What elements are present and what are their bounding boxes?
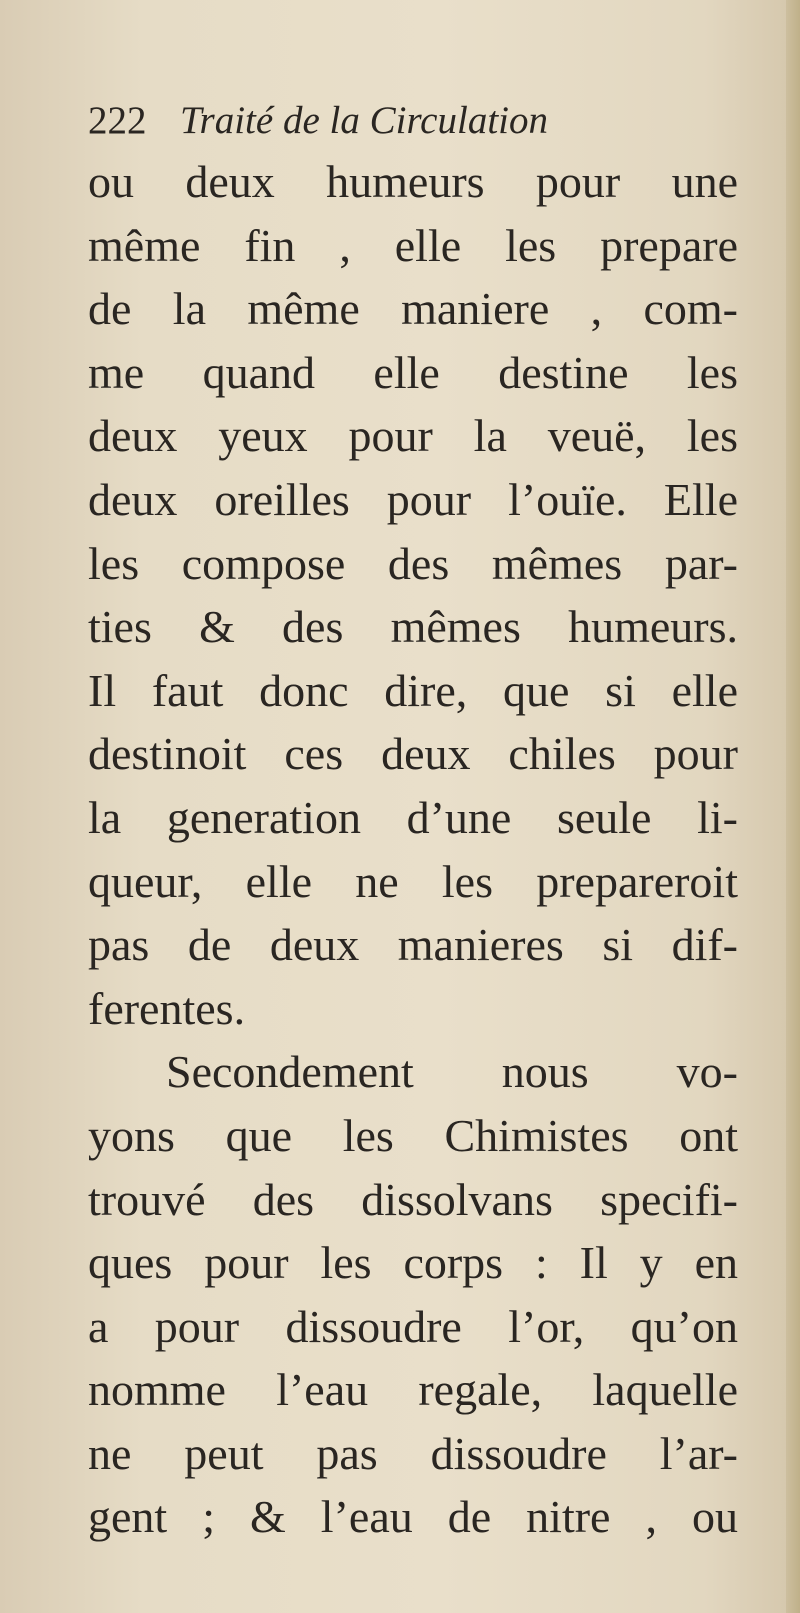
text-line: me quand elle destine les — [88, 346, 738, 398]
page-text — [88, 92, 738, 1549]
text-line: nomme l’eau regale, laquelle — [88, 1364, 738, 1416]
text-line: ne peut pas dissoudre l’ar- — [88, 1427, 738, 1479]
page-number: 222 — [88, 99, 147, 142]
text-line: yons que les Chimistes ont — [88, 1109, 738, 1161]
paragraph-start-line: Secondement nous vo- — [166, 1046, 738, 1098]
text-line: la generation d’une seule li- — [88, 791, 738, 843]
text-line: même fin , elle les prepare — [88, 219, 738, 271]
text-line: ques pour les corps : Il y en — [88, 1237, 738, 1289]
text-line: les compose des mêmes par- — [88, 537, 738, 589]
text-line: queur, elle ne les prepareroit — [88, 855, 738, 907]
running-title: Traité de la Circulation — [180, 99, 548, 142]
text-line: ties & des mêmes humeurs. — [88, 601, 738, 653]
text-line: Il faut donc dire, que si elle — [88, 664, 738, 716]
page-header — [88, 92, 738, 150]
text-line: gent ; & l’eau de nitre , ou — [88, 1491, 738, 1543]
page-edge — [786, 0, 800, 1613]
paragraph-end-line: ferentes. — [88, 982, 246, 1034]
text-line: de la même maniere , com- — [88, 283, 738, 335]
text-line: ou deux humeurs pour une — [88, 156, 738, 207]
text-line: pas de deux manieres si dif- — [88, 919, 738, 971]
text-line: trouvé des dissolvans specifi- — [88, 1173, 738, 1225]
text-line: destinoit ces deux chiles pour — [88, 728, 738, 780]
text-line: deux yeux pour la veuë, les — [88, 410, 738, 462]
text-line: a pour dissoudre l’or, qu’on — [88, 1300, 738, 1352]
text-line: deux oreilles pour l’ouïe. Elle — [88, 473, 738, 525]
